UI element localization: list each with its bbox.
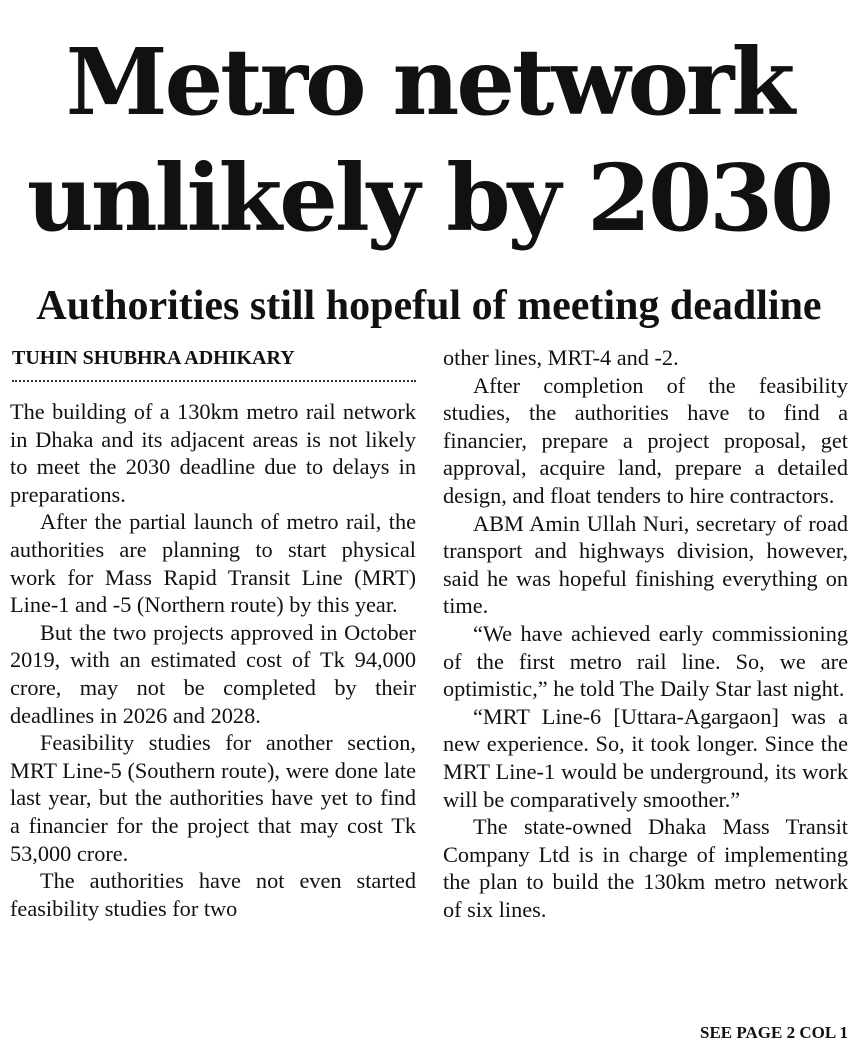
- paragraph: “MRT Line-6 [Uttara-Agargaon] was a new experience. So, it took longer. Since the MRT Line-1 would be underground, its work will be comparatively smoother.”: [443, 703, 848, 812]
- paragraph: “We have achieved early commissioning of the first metro rail line. So, we are optimistic,” he told The Daily Star last night.: [443, 620, 848, 702]
- headline-line-2: unlikely by 2030: [26, 144, 832, 252]
- headline-line-1: Metro network: [65, 28, 793, 136]
- paragraph: ABM Amin Ullah Nuri, secretary of road transport and highways division, however, said he was hopeful finishing everything on time.: [443, 510, 848, 619]
- paragraph: The building of a 130km metro rail network in Dhaka and its adjacent areas is not likely to meet the 2030 deadline due to delays in preparations.: [10, 399, 416, 507]
- continuation-jump: SEE PAGE 2 COL 1: [700, 1023, 848, 1042]
- paragraph: After completion of the feasibility studies, the authorities have to find a financier, prepare a project proposal, get approval, acquire land, prepare a detailed design, and float tenders to hire contractors.: [443, 372, 848, 508]
- body-column-2: [443, 344, 848, 923]
- byline: TUHIN SHUBHRA ADHIKARY: [12, 347, 295, 369]
- paragraph: other lines, MRT-4 and -2.: [443, 345, 679, 370]
- paragraph: The authorities have not even started feasibility studies for two: [10, 868, 416, 921]
- paragraph: But the two projects approved in October 2019, with an estimated cost of Tk 94,000 crore, may not be completed by their deadlines in 2026 and 2028.: [10, 619, 416, 728]
- paragraph: The state-owned Dhaka Mass Transit Company Ltd is in charge of implementing the plan to build the 130km metro network of six lines.: [443, 814, 848, 922]
- paragraph: After the partial launch of metro rail, the authorities are planning to start physical work for Mass Rapid Transit Line (MRT) Line-1 and -5 (Northern route) by this year.: [10, 509, 416, 618]
- subheadline: Authorities still hopeful of meeting deadline: [36, 283, 822, 329]
- byline-divider: [12, 380, 416, 382]
- paragraph: Feasibility studies for another section, MRT Line-5 (Southern route), were done late last year, but the authorities have yet to find a financier for the project that may cost Tk 53,000 crore.: [10, 730, 416, 866]
- body-column-1: [10, 398, 416, 922]
